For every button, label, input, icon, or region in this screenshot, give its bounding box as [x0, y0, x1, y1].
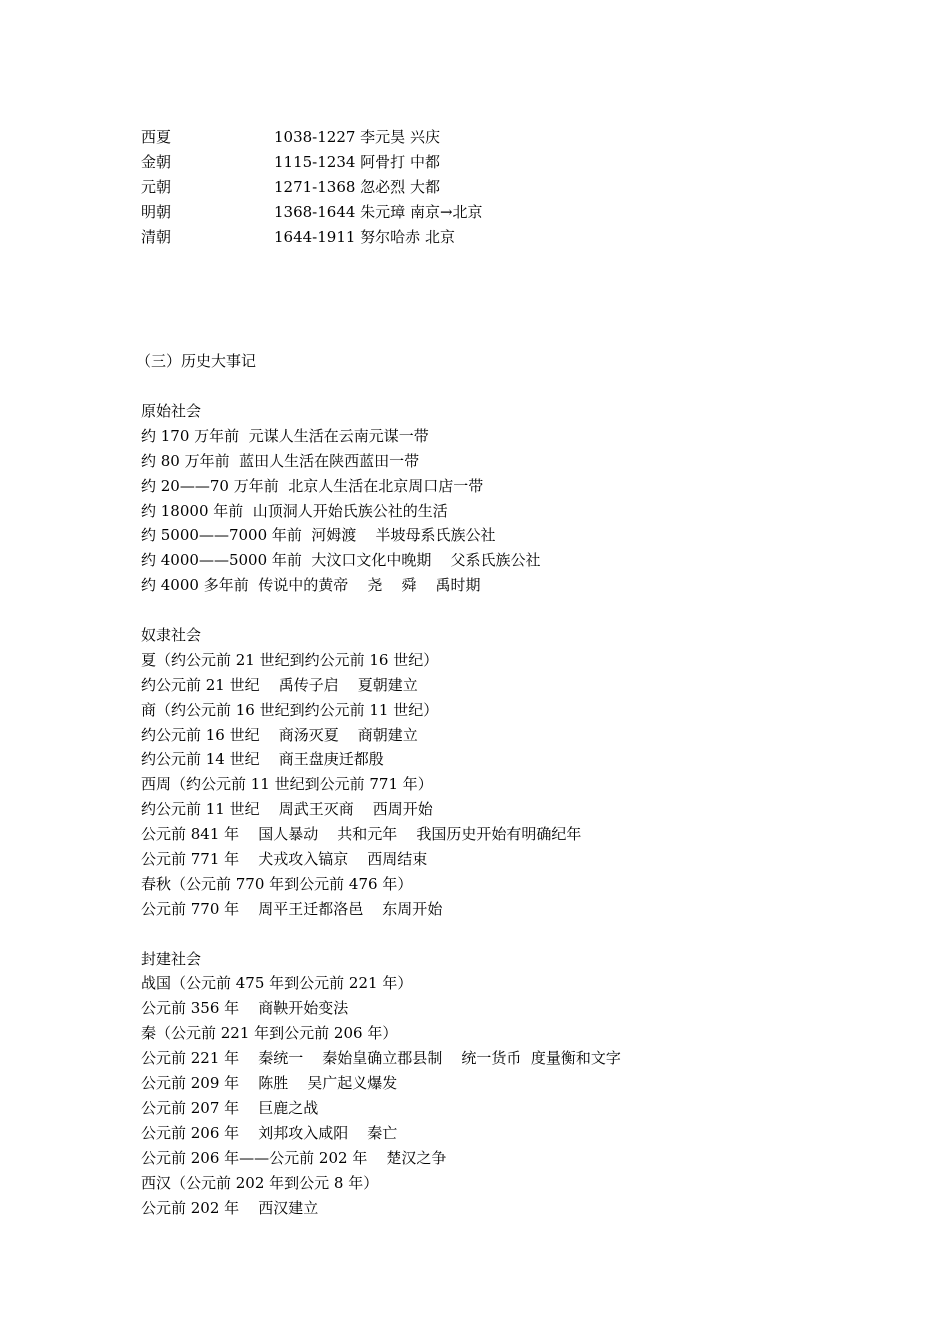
event-line: 约 170 万年前 元谋人生活在云南元谋一带: [141, 426, 429, 445]
event-line: 秦（公元前 221 年到公元前 206 年）: [141, 1024, 398, 1043]
spacer: [141, 598, 921, 623]
event-line: 公元前 206 年 刘邦攻入咸阳 秦亡: [141, 1123, 398, 1142]
event-line: 公元前 202 年 西汉建立: [141, 1198, 319, 1217]
dynasty-info: 1115-1234 阿骨打 中都: [274, 153, 440, 171]
event-line: 西汉（公元前 202 年到公元 8 年）: [141, 1173, 379, 1192]
event-line: 约 20——70 万年前 北京人生活在北京周口店一带: [141, 476, 484, 495]
dynasty-row: [141, 175, 483, 200]
event-line: 约公元前 11 世纪 周武王灭商 西周开始: [141, 800, 433, 819]
dynasty-row: [141, 200, 483, 225]
dynasty-info: 1271-1368 忽必烈 大都: [274, 178, 440, 196]
era-title-primitive: 原始社会: [141, 402, 202, 420]
event-line: 春秋（公元前 770 年到公元前 476 年）: [141, 874, 413, 893]
dynasty-name: 清朝: [141, 228, 172, 246]
event-line: 公元前 771 年 犬戎攻入镐京 西周结束: [141, 850, 428, 869]
event-line: 约公元前 21 世纪 禹传子启 夏朝建立: [141, 675, 418, 694]
event-line: 约公元前 16 世纪 商汤灭夏 商朝建立: [141, 725, 418, 744]
event-line: 约公元前 14 世纪 商王盘庚迁都殷: [141, 750, 384, 769]
event-line: 约 80 万年前 蓝田人生活在陕西蓝田一带: [141, 451, 420, 470]
event-line: 公元前 841 年 国人暴动 共和元年 我国历史开始有明确纪年: [141, 825, 582, 844]
dynasty-name: 元朝: [141, 178, 172, 196]
event-line: 西周（约公元前 11 世纪到公元前 771 年）: [141, 775, 433, 794]
dynasty-info: 1368-1644 朱元璋 南京→北京: [274, 203, 483, 221]
event-line: 约 4000——5000 年前 大汶口文化中晚期 父系氏族公社: [141, 551, 541, 570]
event-line: 公元前 209 年 陈胜 吴广起义爆发: [141, 1074, 398, 1093]
era-title-slave: 奴隶社会: [141, 626, 202, 645]
event-line: 约 5000——7000 年前 河姆渡 半坡母系氏族公社: [141, 526, 496, 545]
event-line: 公元前 770 年 周平王迁都洛邑 东周开始: [141, 899, 443, 918]
dynasty-row: [141, 125, 483, 150]
event-line: 公元前 207 年 巨鹿之战: [141, 1098, 319, 1117]
section-heading: （三）历史大事记: [136, 352, 257, 370]
event-line: 约 4000 多年前 传说中的黄帝 尧 舜 禹时期: [141, 576, 481, 595]
dynasty-name: 明朝: [141, 203, 172, 221]
event-line: 商（约公元前 16 世纪到约公元前 11 世纪）: [141, 700, 439, 719]
dynasty-table: [141, 125, 483, 250]
event-line: 战国（公元前 475 年到公元前 221 年）: [141, 974, 413, 993]
dynasty-info: 1038-1227 李元昊 兴庆: [274, 128, 440, 146]
dynasty-row: [141, 150, 483, 175]
event-line: 约 18000 年前 山顶洞人开始氏族公社的生活: [141, 501, 448, 520]
dynasty-row: [141, 225, 483, 250]
event-line: 公元前 206 年——公元前 202 年 楚汉之争: [141, 1148, 447, 1167]
event-line: 夏（约公元前 21 世纪到约公元前 16 世纪）: [141, 650, 439, 669]
event-list: [141, 399, 921, 1220]
dynasty-name: 西夏: [141, 128, 172, 146]
dynasty-name: 金朝: [141, 153, 172, 171]
event-line: 公元前 221 年 秦统一 秦始皇确立郡县制 统一货币 度量衡和文字: [141, 1049, 621, 1068]
event-line: 公元前 356 年 商鞅开始变法: [141, 999, 349, 1018]
dynasty-info: 1644-1911 努尔哈赤 北京: [274, 228, 455, 246]
spacer: [141, 922, 921, 947]
era-title-feudal: 封建社会: [141, 949, 202, 968]
